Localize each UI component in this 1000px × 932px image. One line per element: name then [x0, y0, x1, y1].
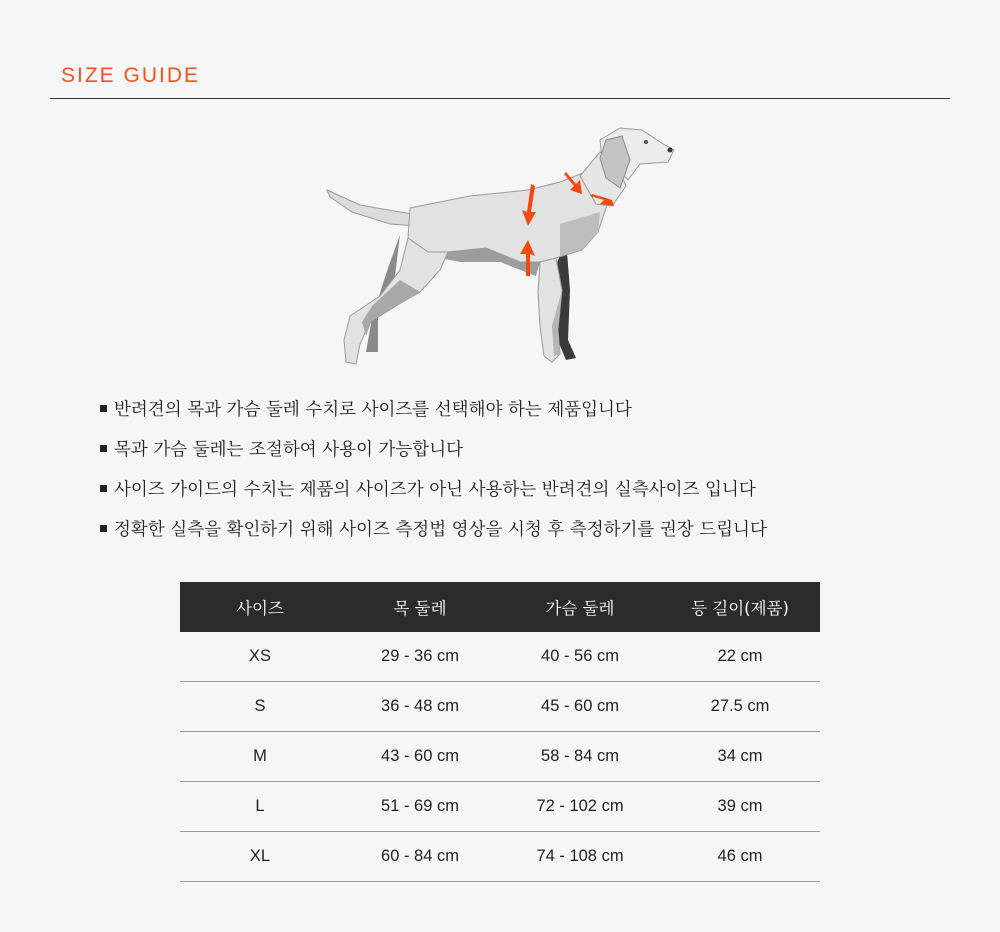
- header-size: 사이즈: [180, 582, 340, 632]
- cell-back-length: 22 cm: [660, 632, 820, 682]
- notes-list: [100, 388, 767, 548]
- cell-back-length: 46 cm: [660, 832, 820, 882]
- cell-size: S: [180, 682, 340, 732]
- square-bullet-icon: [100, 445, 107, 452]
- cell-chest: 58 - 84 cm: [500, 732, 660, 782]
- table-row: [180, 632, 820, 682]
- table-row: [180, 782, 820, 832]
- note-text: 정확한 실측을 확인하기 위해 사이즈 측정법 영상을 시청 후 측정하기를 권장 드립니다: [114, 519, 767, 540]
- table-row: [180, 732, 820, 782]
- square-bullet-icon: [100, 405, 107, 412]
- list-item: [100, 468, 767, 508]
- note-text: 반려견의 목과 가슴 둘레 수치로 사이즈를 선택해야 하는 제품입니다: [114, 399, 632, 420]
- cell-size: XL: [180, 832, 340, 882]
- header-back-length: 등 길이(제품): [660, 582, 820, 632]
- header-chest: 가슴 둘레: [500, 582, 660, 632]
- cell-size: M: [180, 732, 340, 782]
- cell-chest: 72 - 102 cm: [500, 782, 660, 832]
- table-row: [180, 832, 820, 882]
- cell-neck: 36 - 48 cm: [340, 682, 500, 732]
- square-bullet-icon: [100, 525, 107, 532]
- table-row: [180, 682, 820, 732]
- header-neck: 목 둘레: [340, 582, 500, 632]
- cell-chest: 74 - 108 cm: [500, 832, 660, 882]
- note-text: 목과 가슴 둘레는 조절하여 사용이 가능합니다: [114, 439, 464, 460]
- table-header-row: [180, 582, 820, 632]
- size-table: [180, 582, 820, 882]
- cell-back-length: 27.5 cm: [660, 682, 820, 732]
- page-title: SIZE GUIDE: [61, 64, 201, 87]
- cell-size: L: [180, 782, 340, 832]
- square-bullet-icon: [100, 485, 107, 492]
- dog-measurement-illustration: [320, 120, 690, 375]
- cell-chest: 40 - 56 cm: [500, 632, 660, 682]
- note-text: 사이즈 가이드의 수치는 제품의 사이즈가 아닌 사용하는 반려견의 실측사이즈 입니다: [114, 479, 756, 500]
- cell-back-length: 34 cm: [660, 732, 820, 782]
- list-item: [100, 388, 767, 428]
- cell-size: XS: [180, 632, 340, 682]
- cell-back-length: 39 cm: [660, 782, 820, 832]
- cell-chest: 45 - 60 cm: [500, 682, 660, 732]
- list-item: [100, 508, 767, 548]
- title-divider: [50, 98, 950, 99]
- list-item: [100, 428, 767, 468]
- cell-neck: 29 - 36 cm: [340, 632, 500, 682]
- cell-neck: 60 - 84 cm: [340, 832, 500, 882]
- cell-neck: 51 - 69 cm: [340, 782, 500, 832]
- dog-icon: [327, 128, 674, 364]
- cell-neck: 43 - 60 cm: [340, 732, 500, 782]
